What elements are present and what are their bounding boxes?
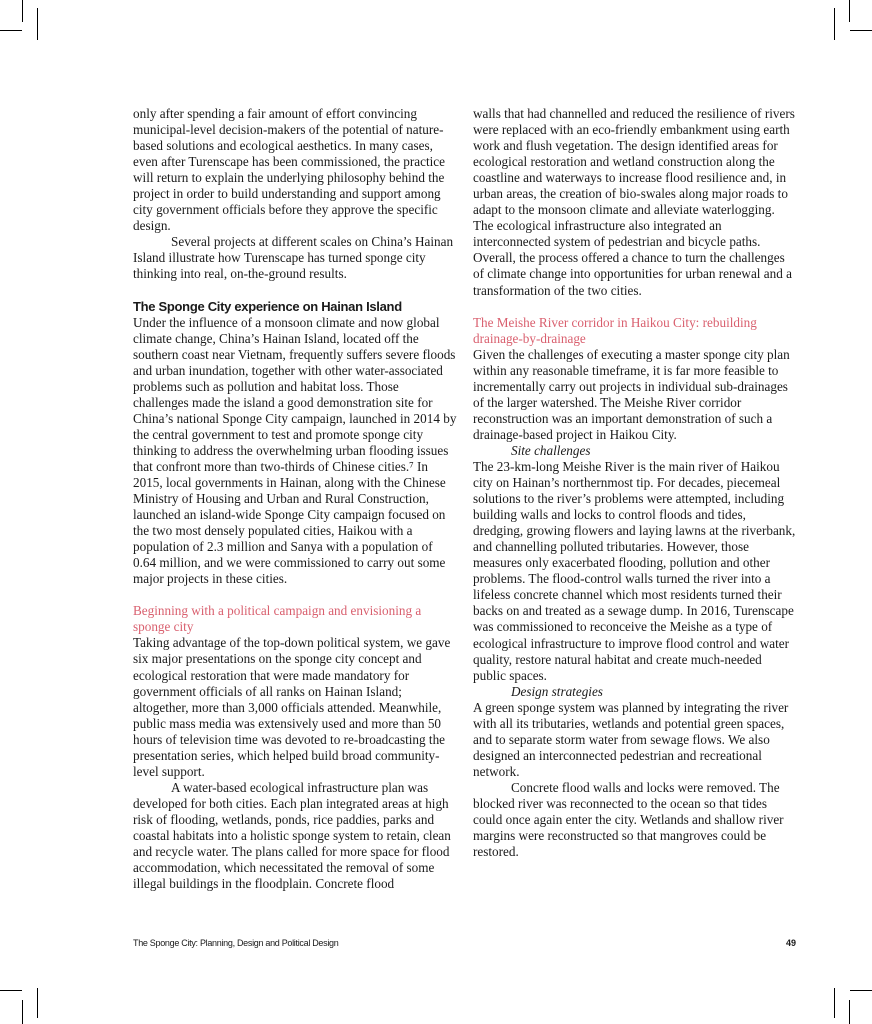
crop-mark <box>849 0 850 22</box>
crop-mark <box>37 8 38 40</box>
left-column <box>133 106 457 892</box>
crop-mark <box>22 0 23 22</box>
paragraph: Concrete flood walls and locks were removed. The blocked river was reconnected to the ocean so that tides could once again enter the city. Wetlands and shallow river margins were reconstructed so that mangroves could be restored. <box>473 779 784 860</box>
paragraph: A green sponge system was planned by integrating the river with all its tributaries, wetlands and potential green spaces, and to separate storm water from sewage flows. We also designed an interconnected pedestrian and recreational network. <box>473 699 789 779</box>
paragraph: walls that had channelled and reduced the resilience of rivers were replaced with an eco-friendly embankment using earth work and flush vegetation. The design identified areas for ecological restoration and wetland construction along the coastline and waterways to increase flood resilience and, in urban areas, the creation of bio-swales along major roads to adapt to the monsoon climate and alleviate waterlogging. The ecological infrastructure also integrated an interconnected system of pedestrian and bicycle paths. Overall, the process offered a chance to turn the challenges of climate change into opportunities for urban renewal and a transformation of the two cities. <box>473 106 795 298</box>
crop-mark <box>850 30 872 31</box>
running-footer-title: The Sponge City: Planning, Design and Political Design <box>133 938 339 948</box>
subsection-heading: The Meishe River corridor in Haikou City: rebuilding drainage-by-drainage <box>473 314 757 346</box>
crop-mark <box>849 1000 850 1024</box>
crop-mark <box>0 990 22 991</box>
paragraph: Taking advantage of the top-down political system, we gave six major presentations on the sponge city concept and ecological restoration that were made mandatory for government officials of all ranks on Hainan Island; altogether, more than 3,000 officials attended. Meanwhile, public mass media was extensively used and more than 50 hours of television time was devoted to re-broadcasting the presentation series, which helped build broad community-level support. <box>133 635 451 779</box>
crop-mark <box>22 1000 23 1024</box>
right-column <box>473 106 797 860</box>
paragraph: Several projects at different scales on China’s Hainan Island illustrate how Turenscape has turned sponge city thinking into real, on-the-ground results. <box>133 234 454 282</box>
paragraph: The 23-km-long Meishe River is the main river of Haikou city on Hainan’s northernmost tip. For decades, piecemeal solutions to the river’s problems were attempted, including building walls and locks to control floods and tides, dredging, growing flowers and laying lawns at the riverbank, and channelling polluted tributaries. However, those measures only exacerbated flooding, pollution and other problems. The flood-control walls turned the river into a lifeless concrete channel which most residents turned their backs on and treated as a sewage dump. In 2016, Turenscape was commissioned to reconceive the Meishe as a type of ecological infrastructure to improve flood control and water quality, restore natural habitat and create much-needed public spaces. <box>473 458 796 683</box>
crop-mark <box>0 30 22 31</box>
paragraph: only after spending a fair amount of effort convincing municipal-level decision-makers of the potential of nature-based solutions and ecological aesthetics. In many cases, even after Turenscape has been commissioned, the practice will return to explain the underlying philosophy behind the project in order to build understanding and support among city government officials before they approve the specific design. <box>133 106 445 234</box>
crop-mark <box>850 990 872 991</box>
paragraph: Under the influence of a monsoon climate and now global climate change, China’s Hainan Island, located off the southern coast near Vietnam, frequently suffers severe floods and urban inundation, together with other water-associated problems such as pollution and habitat loss. Those challenges made the island a good demonstration site for China’s national Sponge City campaign, launched in 2014 by the central government to test and promote sponge city thinking to address the overwhelming urban flooding issues that confront more than two-thirds of Chinese cities.⁷ In 2015, local governments in Hainan, along with the Chinese Ministry of Housing and Urban and Rural Construction, launched an island-wide Sponge City campaign focused on the two most densely populated cities, Haikou with a population of 2.3 million and Sanya with a population of 0.64 million, and we were commissioned to carry out some major projects in these cities. <box>133 314 457 587</box>
crop-mark <box>834 8 835 40</box>
page-number: 49 <box>785 938 796 948</box>
paragraph: A water-based ecological infrastructure plan was developed for both cities. Each plan integrated areas at high risk of flooding, wetlands, ponds, rice paddies, parks and coastal habitats into a holistic sponge system to retain, clean and recycle water. The plans called for more space for flood accommodation, which necessitated the removal of some illegal buildings in the floodplain. Concrete flood <box>133 779 451 892</box>
section-heading: The Sponge City experience on Hainan Island <box>133 298 402 314</box>
crop-mark <box>37 988 38 1018</box>
sub-heading: Site challenges <box>511 442 591 458</box>
subsection-heading: Beginning with a political campaign and envisioning a sponge city <box>133 603 422 635</box>
paragraph: Given the challenges of executing a master sponge city plan within any reasonable timeframe, it is far more feasible to incrementally carry out projects in individual sub-drainages of the larger watershed. The Meishe River corridor reconstruction was an important demonstration of such a drainage-based project in Haikou City. <box>473 346 790 442</box>
crop-mark <box>834 988 835 1018</box>
sub-heading: Design strategies <box>511 683 603 699</box>
